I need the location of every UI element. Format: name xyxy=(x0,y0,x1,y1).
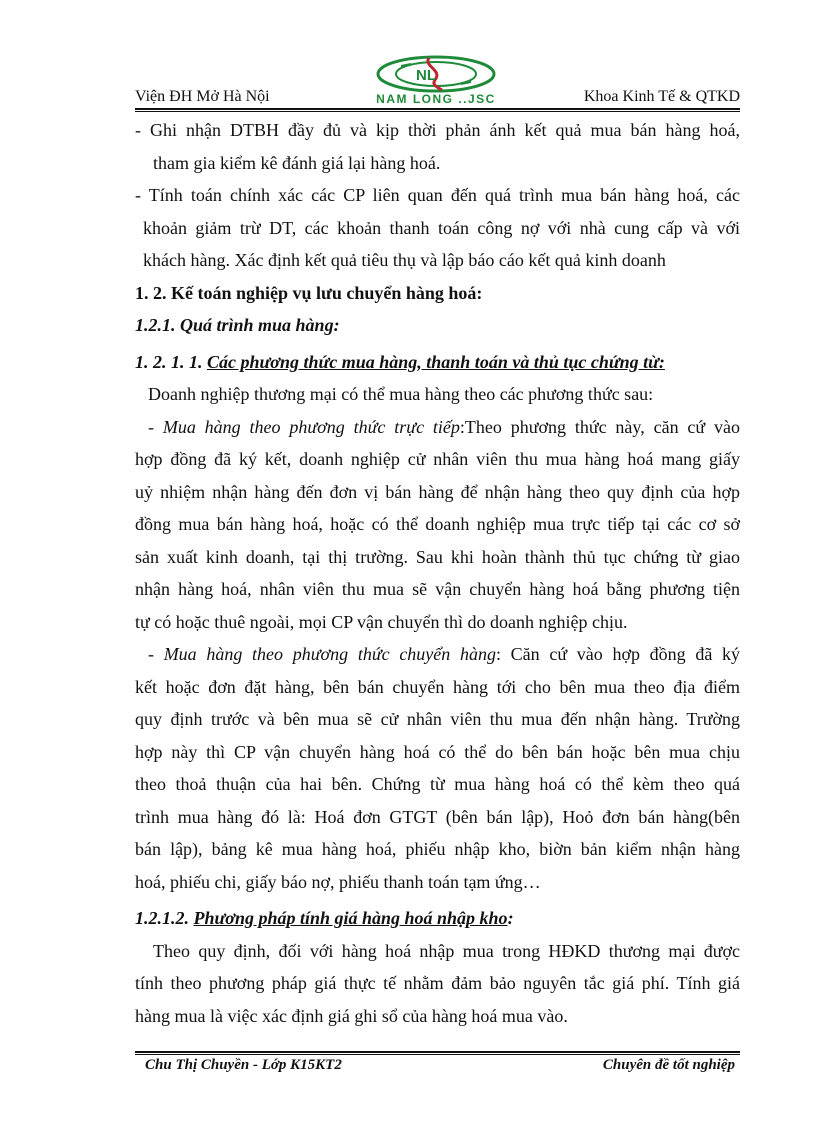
logo-company-name: NAM LONG ..JSC xyxy=(376,92,496,106)
heading-title: Các phương thức mua hàng, thanh toán và thủ tục chứng từ: xyxy=(207,351,665,372)
text-line: - Ghi nhận DTBH đầy đủ và kịp thời phản ánh kết quả mua bán hàng hoá, xyxy=(135,120,740,140)
heading-title: Phương pháp tính giá hàng hoá nhập kho xyxy=(193,908,508,928)
text-line: trình mua hàng đó là: Hoá đơn GTGT (bên bán lập), Hoỏ đơn bán hàng(bên xyxy=(135,806,740,827)
heading-number: 1. 2. 1. 1. xyxy=(135,351,207,372)
text-line: tính theo phương pháp giá thực tế nhằm đảm bảo nguyên tắc giá phí. Tính giá xyxy=(135,973,740,993)
text-line: hợp này thì CP vận chuyển hàng hoá có thể do bên bán hoặc bên mua chịu xyxy=(135,741,740,762)
header-divider xyxy=(135,108,740,110)
text-line: nhận hàng hoá, nhân viên thu mua sẽ vận chuyển hàng hoá bằng phương tiện xyxy=(135,579,740,599)
footer-divider xyxy=(135,1051,740,1053)
footer-title: Chuyên đề tốt nghiệp xyxy=(602,1057,735,1073)
section-heading-1-2-1-1 xyxy=(135,346,740,379)
footer-author: Chu Thị Chuyền - Lớp K15KT2 xyxy=(145,1057,342,1073)
document-body xyxy=(135,114,740,1032)
section-heading-1-2-1: 1.2.1. Quá trình mua hàng: xyxy=(135,315,340,335)
heading-number: 1.2.1.2. xyxy=(135,908,194,928)
section-heading-1-2-1-2: 1.2.1.2. Phương pháp tính giá hàng hoá nhập kho: xyxy=(135,908,514,928)
text-line: hoá, phiếu chi, giấy báo nợ, phiếu thanh toán tạm ứng… xyxy=(135,871,541,892)
text-line: sản xuất kinh doanh, tại thị trường. Sau khi hoàn thành thủ tục chứng từ giao xyxy=(135,546,740,567)
text-line: - Mua hàng theo phương thức chuyển hàng: Căn cứ vào hợp đồng đã ký xyxy=(148,644,740,664)
text-line: Theo quy định, đối với hàng hoá nhập mua trong HĐKD thương mại được xyxy=(153,940,740,961)
method-direct: Mua hàng theo phương thức trực tiếp xyxy=(162,416,460,437)
text-line: tham gia kiểm kê đánh giá lại hàng hoá. xyxy=(153,152,441,173)
section-heading-1-2: 1. 2. Kế toán nghiệp vụ lưu chuyển hàng hoá: xyxy=(135,282,483,303)
text-line: theo thoả thuận của hai bên. Chứng từ mua hàng hoá có thể kèm theo quá xyxy=(135,774,740,794)
text-line: khoản giảm trừ DT, các khoản thanh toán công nợ với nhà cung cấp và với xyxy=(143,217,740,238)
text-line: hợp đồng đã ký kết, doanh nghiệp cử nhân viên thu mua hàng hoá mang giấy xyxy=(135,449,740,469)
header-institution: Viện ĐH Mở Hà Nội xyxy=(135,88,270,105)
header-faculty: Khoa Kinh Tế & QTKD xyxy=(583,88,740,105)
text-line: quy định trước và bên mua sẽ cử nhân viên thu mua đến nhận hàng. Trường xyxy=(135,709,740,729)
text-line: Doanh nghiệp thương mại có thể mua hàng theo các phương thức sau: xyxy=(148,384,654,404)
text-line: kết hoặc đơn đặt hàng, bên bán chuyển hàng tới cho bên mua theo địa điểm xyxy=(135,676,740,697)
text-line: tự có hoặc thuê ngoài, mọi CP vận chuyển thì do doanh nghiệp chịu. xyxy=(135,611,628,632)
text-line: bán lập), bảng kê mua hàng hoá, phiếu nhập kho, biờn bản kiểm nhận hàng xyxy=(135,839,740,859)
text-line: đồng mua bán hàng hoá, hoặc có thể doanh nghiệp mua trực tiếp tại các cơ sở xyxy=(135,514,740,534)
logo-initials: NL xyxy=(416,67,436,84)
text-line: khách hàng. Xác định kết quả tiêu thụ và lập báo cáo kết quả kinh doanh xyxy=(143,250,666,270)
footer-divider-thin xyxy=(135,1054,740,1055)
method-shipping: Mua hàng theo phương thức chuyển hàng xyxy=(163,644,496,664)
header-divider-thin xyxy=(135,111,740,112)
text-line: hàng mua là việc xác định giá ghi sổ của hàng hoá mua vào. xyxy=(135,1005,568,1026)
text-line: - Mua hàng theo phương thức trực tiếp:Theo phương thức này, căn cứ vào xyxy=(148,416,740,437)
nam-long-logo xyxy=(331,54,541,106)
text-line: uỷ nhiệm nhận hàng đến đơn vị bán hàng để nhận hàng theo quy định của hợp xyxy=(135,481,740,502)
text-line: - Tính toán chính xác các CP liên quan đến quá trình mua bán hàng hoá, các xyxy=(135,185,740,205)
